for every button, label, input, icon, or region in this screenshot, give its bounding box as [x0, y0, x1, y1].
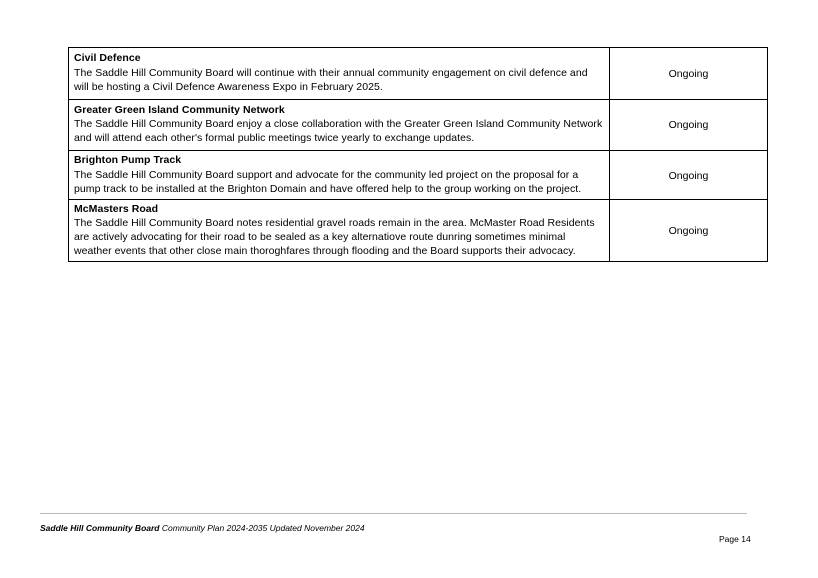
row-title: Brighton Pump Track	[74, 154, 182, 166]
row-body: The Saddle Hill Community Board support and advocate for the community led project on the proposal for a pump track to be installed at the Brighton Domain and have offered help to the group working on the project.	[74, 168, 582, 195]
status-badge: Ongoing	[668, 67, 709, 80]
table-cell-status	[610, 99, 768, 151]
table-cell-status	[610, 151, 768, 200]
status-badge: Ongoing	[668, 225, 709, 238]
table-cell-description	[69, 99, 610, 151]
row-title: Civil Defence	[74, 52, 141, 64]
table-row	[69, 151, 768, 200]
community-plan-table	[68, 47, 768, 262]
footer-plan-title: Community Plan 2024-2035 Updated November 2024	[161, 523, 365, 533]
row-body: The Saddle Hill Community Board will continue with their annual community engagement on civil defence and will be hosting a Civil Defence Awareness Expo in February 2025.	[74, 66, 588, 93]
table-cell-status	[610, 48, 768, 100]
footer-board-name: Saddle Hill Community Board	[40, 523, 160, 533]
page-number: Page 14	[719, 534, 751, 544]
footer-divider	[40, 513, 747, 514]
table-cell-description	[69, 151, 610, 200]
row-title: Greater Green Island Community Network	[74, 103, 285, 116]
table-cell-description	[69, 199, 610, 262]
row-body: The Saddle Hill Community Board notes residential gravel roads remain in the area. McMaster Road Residents are actively advocating for their road to be sealed as a key alternatiove route dunring sometimes minimal weather events that other close main thoroghfares through flooding and the Board supports their advocacy.	[74, 217, 595, 257]
row-body: The Saddle Hill Community Board enjoy a close collaboration with the Greater Green Island Community Network and will attend each other's formal public meetings twice yearly to exchange updates.	[74, 118, 603, 144]
footer	[40, 523, 365, 534]
status-badge: Ongoing	[668, 169, 709, 182]
table-row	[69, 48, 768, 100]
table-cell-status	[610, 199, 768, 262]
table-row	[69, 199, 768, 262]
table-cell-description	[69, 48, 610, 100]
status-badge: Ongoing	[668, 119, 709, 132]
table-row	[69, 99, 768, 151]
row-title: McMasters Road	[74, 202, 159, 215]
